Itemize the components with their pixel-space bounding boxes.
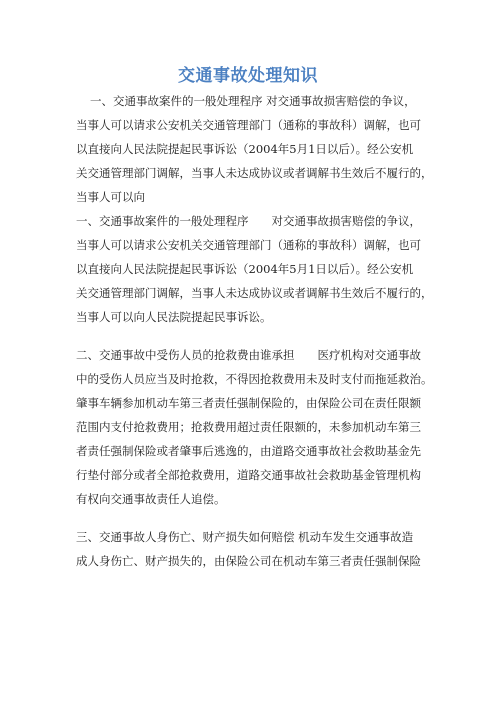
paragraph-line: 关交通管理部门调解，当事人未达成协议或者调解书生效后不履行的， xyxy=(76,286,433,300)
document-title: 交通事故处理知识 xyxy=(178,66,318,86)
paragraph-line: 以直接向人民法院提起民事诉讼（2004年5月1日以后）。经公安机 xyxy=(76,262,414,276)
paragraph-line: 关交通管理部门调解，当事人未达成协议或者调解书生效后不履行的， xyxy=(76,166,433,180)
paragraph-line: 肇事车辆参加机动车第三者责任强制保险的，由保险公司在责任限额 xyxy=(76,396,421,410)
paragraph-line: 当事人可以请求公安机关交通管理部门（通称的事故科）调解，也可 xyxy=(76,118,421,132)
paragraph-line: 范围内支付抢救费用；抢救费用超过责任限额的，未参加机动车第三 xyxy=(76,420,421,434)
paragraph-line: 当事人可以向 xyxy=(76,190,145,204)
paragraph-line: 当事人可以请求公安机关交通管理部门（通称的事故科）调解，也可 xyxy=(76,238,421,252)
paragraph-line: 一、交通事故案件的一般处理程序 对交通事故损害赔偿的争议， xyxy=(90,94,416,108)
paragraph-line: 以直接向人民法院提起民事诉讼（2004年5月1日以后）。经公安机 xyxy=(76,142,414,156)
paragraph-line: 者责任强制保险或者肇事后逃逸的，由道路交通事故社会救助基金先 xyxy=(76,444,421,458)
paragraph-line: 成人身伤亡、财产损失的，由保险公司在机动车第三者责任强制保险 xyxy=(76,554,421,568)
paragraph-line: 三、交通事故人身伤亡、财产损失如何赔偿 机动车发生交通事故造 xyxy=(76,530,414,544)
paragraph-line: 二、交通事故中受伤人员的抢救费由谁承担 医疗机构对交通事故 xyxy=(76,348,421,362)
paragraph-line: 中的受伤人员应当及时抢救，不得因抢救费用未及时支付而拖延救治。 xyxy=(76,372,433,386)
paragraph-line: 当事人可以向人民法院提起民事诉讼。 xyxy=(76,310,272,324)
paragraph-line: 行垫付部分或者全部抢救费用，道路交通事故社会救助基金管理机构 xyxy=(76,468,421,482)
paragraph-line: 有权向交通事故责任人追偿。 xyxy=(76,492,226,506)
paragraph-line: 一、交通事故案件的一般处理程序 对交通事故损害赔偿的争议， xyxy=(76,214,421,228)
